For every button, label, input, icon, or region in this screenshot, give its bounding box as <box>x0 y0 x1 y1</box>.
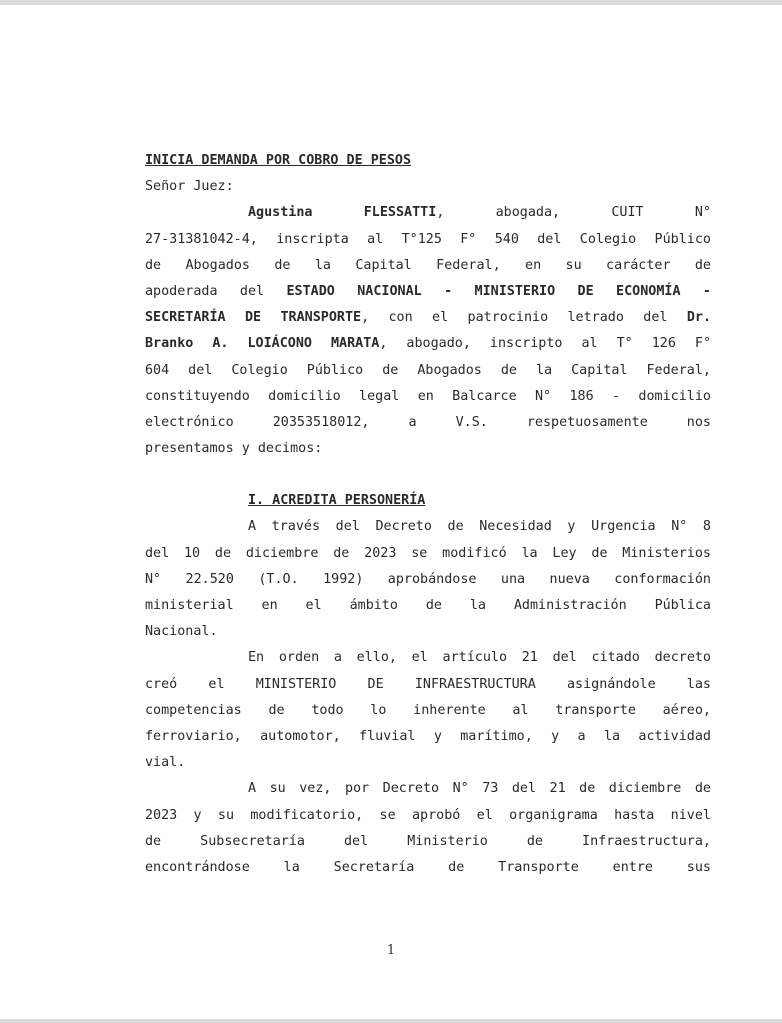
party-name <box>248 205 436 220</box>
intro-line-1-rest: , abogada, CUIT N° <box>436 205 711 221</box>
name-last: FLESSATTI <box>363 205 437 221</box>
intro-line-5 <box>145 305 711 331</box>
p1-line: Nacional. <box>145 624 218 640</box>
intro-line-4 <box>145 279 711 305</box>
salutation: Señor Juez: <box>145 179 234 195</box>
intro-line-4-pre: apoderada del <box>145 283 287 299</box>
page-number: 1 <box>386 943 396 958</box>
p1-line: A través del Decreto de Necesidad y Urgencia N° 8 <box>248 519 711 535</box>
intro-line-2: 27-31381042-4, inscripta al T°125 F° 540 del Colegio Público <box>145 231 711 247</box>
section-heading <box>145 488 711 514</box>
intro-line-7: 604 del Colegio Público de Abogados de la Capital Federal, <box>145 362 711 378</box>
title-dr: Dr. <box>686 310 712 326</box>
section-heading-text: I. ACREDITA PERSONERÍA <box>248 493 426 509</box>
paragraph-1 <box>145 514 711 645</box>
intro-line-1 <box>145 200 711 226</box>
intro-line-9: electrónico 20353518012, a V.S. respetuosamente nos <box>145 414 711 430</box>
intro-line-6-rest: , abogado, inscripto al T° 126 F° <box>379 336 712 352</box>
document-body <box>145 148 711 881</box>
entity-name: ESTADO NACIONAL - MINISTERIO DE ECONOMÍA - <box>286 283 711 299</box>
paragraph-3 <box>145 776 711 881</box>
p3-line: A su vez, por Decreto N° 73 del 21 de diciembre de <box>248 781 711 797</box>
p1-line: del 10 de diciembre de 2023 se modificó la Ley de Ministerios <box>145 545 711 561</box>
p2-line: creó el MINISTERIO DE INFRAESTRUCTURA asignándole las <box>145 676 711 692</box>
p2-line: En orden a ello, el artículo 21 del citado decreto <box>248 650 711 666</box>
p1-line: N° 22.520 (T.O. 1992) aprobándose una nueva conformación <box>145 571 711 587</box>
p3-line: encontrándose la Secretaría de Transporte entre sus <box>145 859 711 875</box>
p2-line: vial. <box>145 755 186 771</box>
intro-line-6 <box>145 331 711 357</box>
intro-line-8: constituyendo domicilio legal en Balcarce N° 186 - domicilio <box>145 388 711 404</box>
intro-line-5-mid: , con el patrocinio letrado del <box>361 310 687 326</box>
paragraph-2 <box>145 645 711 776</box>
p2-line: ferroviario, automotor, fluvial y marítimo, y a la actividad <box>145 728 711 744</box>
intro-line-3: de Abogados de la Capital Federal, en su carácter de <box>145 257 711 273</box>
document-title <box>145 148 711 174</box>
p1-line: ministerial en el ámbito de la Administración Pública <box>145 598 711 613</box>
intro-paragraph <box>145 200 711 462</box>
title-text: INICIA DEMANDA POR COBRO DE PESOS <box>145 153 412 168</box>
lawyer-name: Branko A. LOIÁCONO MARATA <box>145 336 380 352</box>
p2-line: competencias de todo lo inherente al transporte aéreo, <box>145 702 711 718</box>
secretariat-name: SECRETARÍA DE TRANSPORTE <box>145 310 362 326</box>
name-first: Agustina <box>248 205 313 221</box>
p3-line: de Subsecretaría del Ministerio de Infraestructura, <box>145 833 711 849</box>
intro-line-10: presentamos y decimos: <box>145 441 323 457</box>
bottom-border <box>0 1019 782 1023</box>
top-border <box>0 0 782 5</box>
p3-line: 2023 y su modificatorio, se aprobó el organigrama hasta nivel <box>145 807 711 823</box>
